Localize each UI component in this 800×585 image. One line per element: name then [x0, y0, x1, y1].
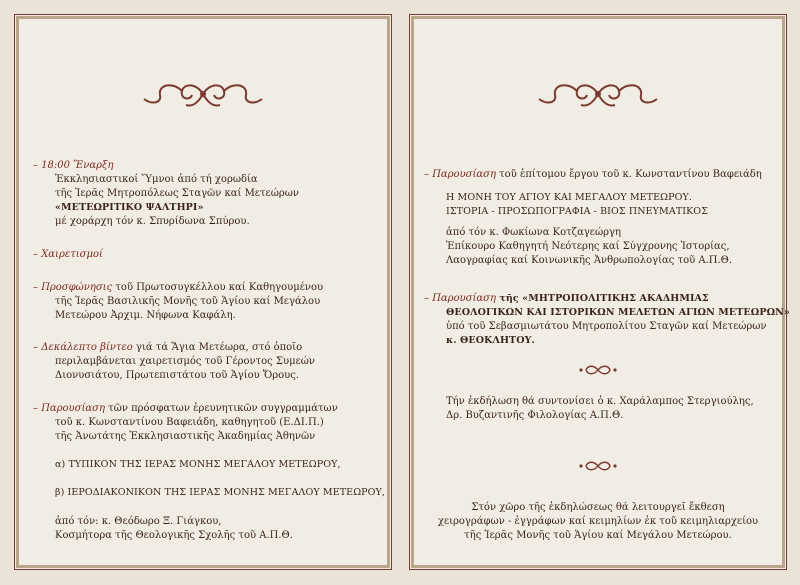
video-line-2: περιλαμβάνεται χαιρετισμός τοῦ Γέροντος Συμεών — [55, 356, 315, 367]
exhibition-line-2: χειρογράφων - ἐγγράφων καί κειμηλίων ἐκ τοῦ κειμηλιαρχείου — [437, 516, 759, 527]
hymns-line: Ἐκκλησιαστικοί Ὕμνοι ἀπό τή χορωδία — [55, 174, 258, 185]
divider-ornament-icon — [576, 460, 620, 472]
book-subtitle: ΙΣΤΟΡΙΑ - ΠΡΟΣΩΠΟΓΡΑΦΙΑ - ΒΙΟΣ ΠΝΕΥΜΑΤΙΚΟΣ — [446, 206, 709, 217]
exhibition-line-1: Στόν χῶρο τῆς ἐκδηλώσεως θά λειτουργεῖ ἔκθεση — [471, 502, 725, 513]
book-a: α) ΤΥΠΙΚΟΝ ΤΗΣ ΙΕΡΑΣ ΜΟΝΗΣ ΜΕΓΑΛΟΥ ΜΕΤΕΩΡΟΥ, — [55, 459, 341, 470]
academy-presenter: ὑπό τοῦ Σεβασμιωτάτου Μητροπολίτου Σταγῶν καί Μετεώρων — [446, 321, 767, 332]
academy-name: ΘΕΟΛΟΓΙΚΩΝ ΚΑΙ ΙΣΤΟΡΙΚΩΝ ΜΕΛΕΤΩΝ ΑΓΙΩΝ ΜΕΤΕΩΡΩΝ» — [446, 307, 790, 318]
academy-presenter-name: κ. ΘΕΟΚΛΗΤΟΥ. — [446, 335, 535, 346]
flourish-ornament-icon — [533, 77, 663, 111]
exhibition-line-3: τῆς Ἱερᾶς Μονῆς τοῦ Ἁγίου καί Μεγάλου Μετεώρου. — [464, 530, 732, 541]
address-heading: – Προσφώνησις τοῦ Πρωτοσυγκέλλου καί Καθηγουμένου — [33, 282, 324, 293]
coordinator-title: Δρ. Βυζαντινῆς Φιλολογίας Α.Π.Θ. — [446, 410, 624, 421]
flourish-ornament-icon — [138, 77, 268, 111]
divider-ornament-icon — [576, 364, 620, 376]
address-line-3: Μετεώρου Ἀρχιμ. Νήφωνα Καφάλη. — [55, 310, 236, 321]
video-heading: – Δεκάλεπτο βίντεο γιά τά Ἅγια Μετέωρα, στό ὁποῖο — [33, 342, 303, 353]
opening-time: – 18:00 Ἔναρξη — [33, 160, 114, 171]
presentation-heading: – Παρουσίαση τῶν πρόσφατων ἐρευνητικῶν συγγραμμάτων — [33, 403, 338, 414]
book-presentation-heading: – Παρουσίαση τοῦ ἐπίτομου ἔργου τοῦ κ. Κωνσταντίνου Βαφειάδη — [424, 169, 762, 180]
address-line-2: τῆς Ἱερᾶς Βασιλικῆς Μονῆς τοῦ Ἁγίου καί Μεγάλου — [55, 296, 321, 307]
right-page — [409, 14, 790, 570]
presentation-line-3: τῆς Ἀνωτάτης Ἐκκλησιαστικῆς Ἀκαδημίας Ἀθηνῶν — [55, 431, 316, 442]
book-presenter-title-1: Ἐπίκουρο Καθηγητή Νεότερης καί Σύγχρονης Ἱστορίας, — [446, 241, 730, 252]
book-title: Η ΜΟΝΗ ΤΟΥ ΑΓΙΟΥ ΚΑΙ ΜΕΓΑΛΟΥ ΜΕΤΕΩΡΟΥ. — [446, 192, 693, 203]
book-b: β) ΙΕΡΟΔΙΑΚΟΝΙΚΟΝ ΤΗΣ ΙΕΡΑΣ ΜΟΝΗΣ ΜΕΓΑΛΟΥ ΜΕΤΕΩΡΟΥ, — [55, 487, 386, 498]
presentation-line-2: τοῦ κ. Κωνσταντίνου Βαφειάδη, καθηγητοῦ (Ε.ΔΙ.Π.) — [55, 417, 324, 428]
book-presenter-title-2: Λαογραφίας καί Κοινωνικῆς Ἀνθρωπολογίας τοῦ Α.Π.Θ. — [446, 255, 733, 266]
academy-heading: – Παρουσίαση τῆς «ΜΗΤΡΟΠΟΛΙΤΙΚΗΣ ΑΚΑΔΗΜΙΑΣ — [424, 293, 709, 304]
metropolis-line: τῆς Ἱερᾶς Μητροπόλεως Σταγῶν καί Μετεώρων — [55, 188, 299, 199]
left-page — [14, 14, 392, 570]
coordinator-line: Τήν ἐκδήλωση θά συντονίσει ὁ κ. Χαράλαμπος Στεργιούλης, — [446, 396, 754, 407]
choir-name: «ΜΕΤΕΩΡΙΤΙΚΟ ΨΑΛΤΗΡΙ» — [55, 202, 204, 213]
book-presenter: ἀπό τόν κ. Φωκίωνα Κοτζαγεώργη — [446, 227, 621, 238]
presenter-title: Κοσμήτορα τῆς Θεολογικῆς Σχολῆς τοῦ Α.Π.Θ. — [55, 530, 293, 541]
presenter-name: ἀπό τόν: κ. Θεόδωρο Ξ. Γιάγκου, — [55, 516, 222, 527]
greetings-heading: – Χαιρετισμοί — [33, 249, 103, 260]
video-line-3: Διονυσιάτου, Πρωτεπιστάτου τοῦ Ἁγίου Ὄρους. — [55, 370, 300, 381]
choir-leader: μέ χοράρχη τόν κ. Σπυρίδωνα Σπύρου. — [55, 216, 250, 227]
